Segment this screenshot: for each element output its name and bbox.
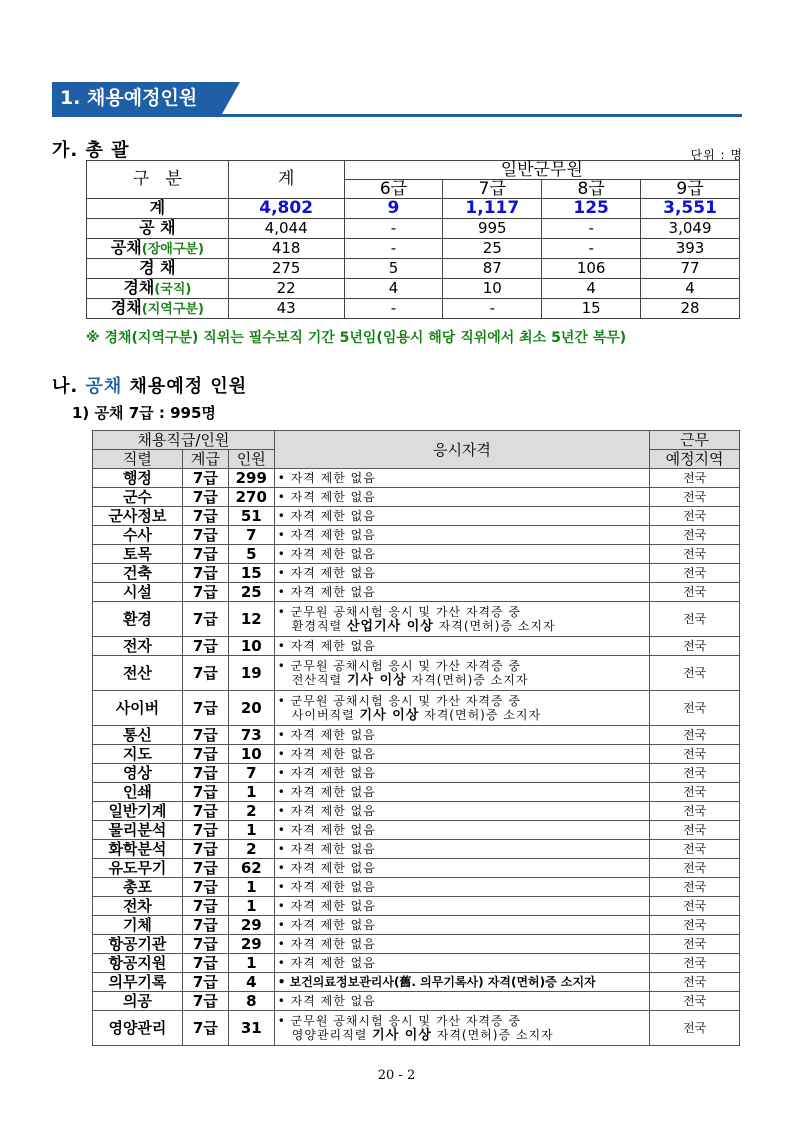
cell-count: 10 — [228, 637, 274, 656]
page-number: 20 - 2 — [377, 1068, 416, 1083]
cell-qual: • 자격 제한 없음 — [274, 745, 649, 764]
cell-region: 전국 — [650, 745, 740, 764]
summary-cell-total: 22 — [228, 279, 344, 299]
cell-region: 전국 — [650, 973, 740, 992]
summary-label-text: 경채 — [110, 298, 142, 317]
summary-cell-g7: 25 — [443, 239, 542, 259]
cell-count: 62 — [228, 859, 274, 878]
cell-region: 전국 — [650, 878, 740, 897]
cell-job: 행정 — [93, 469, 183, 488]
summary-cell-total: 4,802 — [228, 199, 344, 219]
qual-line-2-b: 기사 이상 — [346, 672, 407, 688]
cell-grade: 7급 — [182, 545, 228, 564]
summary-h-grade: 8급 — [542, 180, 641, 199]
cell-grade: 7급 — [182, 878, 228, 897]
table-row — [93, 691, 740, 726]
summary-cell-g8: - — [542, 219, 641, 239]
table-row — [93, 583, 740, 602]
cell-qual: • 자격 제한 없음 — [274, 488, 649, 507]
cell-region: 전국 — [650, 564, 740, 583]
table-row — [93, 954, 740, 973]
summary-row — [87, 239, 740, 259]
qual-line-1: • 군무원 공채시험 응시 및 가산 자격증 중 — [277, 1013, 522, 1028]
cell-qual: • 자격 제한 없음 — [274, 916, 649, 935]
cell-qual: • 자격 제한 없음 — [274, 726, 649, 745]
na-title-prefix: 나. — [52, 376, 86, 397]
h-group: 채용직급/인원 — [93, 431, 275, 450]
cell-grade: 7급 — [182, 859, 228, 878]
summary-cell-g9: 393 — [641, 239, 740, 259]
cell-job: 항공기관 — [93, 935, 183, 954]
cell-job: 시설 — [93, 583, 183, 602]
sub-title: 1) 공채 7급 : 995명 — [72, 404, 216, 422]
cell-grade: 7급 — [182, 992, 228, 1011]
cell-job: 영양관리 — [93, 1011, 183, 1046]
cell-job: 군사정보 — [93, 507, 183, 526]
qual-line-2 — [278, 619, 649, 634]
cell-region: 전국 — [650, 821, 740, 840]
cell-qual: • 자격 제한 없음 — [274, 897, 649, 916]
table-row — [93, 802, 740, 821]
cell-qual: • 자격 제한 없음 — [274, 840, 649, 859]
cell-region: 전국 — [650, 602, 740, 637]
summary-cell-total: 4,044 — [228, 219, 344, 239]
summary-row — [87, 199, 740, 219]
cell-qual: • 자격 제한 없음 — [274, 802, 649, 821]
summary-row — [87, 259, 740, 279]
table-row — [93, 916, 740, 935]
cell-qual: • 자격 제한 없음 — [274, 583, 649, 602]
section-underline — [52, 114, 742, 117]
cell-count: 10 — [228, 745, 274, 764]
cell-qual: • 자격 제한 없음 — [274, 783, 649, 802]
summary-cell-total: 418 — [228, 239, 344, 259]
cell-job: 의무기록 — [93, 973, 183, 992]
table-row — [93, 488, 740, 507]
summary-cell-g6: - — [344, 239, 443, 259]
summary-label-text: 공채 — [110, 238, 142, 257]
cell-count: 25 — [228, 583, 274, 602]
qual-line-2-c: 자격(면허)증 소지자 — [433, 618, 556, 633]
cell-region: 전국 — [650, 859, 740, 878]
summary-cell-g8: - — [542, 239, 641, 259]
summary-cell-g6: 9 — [344, 199, 443, 219]
cell-region: 전국 — [650, 954, 740, 973]
summary-label-text: 계 — [149, 198, 166, 217]
cell-region: 전국 — [650, 726, 740, 745]
cell-job: 토목 — [93, 545, 183, 564]
summary-row-label — [87, 259, 229, 279]
cell-grade: 7급 — [182, 656, 228, 691]
cell-count: 8 — [228, 992, 274, 1011]
summary-label-suffix: (국직) — [154, 282, 192, 297]
table-row — [93, 897, 740, 916]
cell-qual — [274, 656, 649, 691]
section-tab-arrow — [222, 82, 240, 114]
table-row — [93, 507, 740, 526]
h-job: 직렬 — [93, 450, 183, 469]
note: ※ 경채(지역구분) 직위는 필수보직 기간 5년임(임용시 해당 직위에서 최소 5년간 복무) — [86, 330, 627, 346]
cell-count: 7 — [228, 526, 274, 545]
cell-region: 전국 — [650, 526, 740, 545]
cell-qual: • 자격 제한 없음 — [274, 469, 649, 488]
cell-grade: 7급 — [182, 916, 228, 935]
cell-region: 전국 — [650, 992, 740, 1011]
summary-cell-g9: 4 — [641, 279, 740, 299]
summary-label-suffix: (장애구분) — [141, 242, 204, 257]
cell-qual: • 자격 제한 없음 — [274, 935, 649, 954]
cell-grade: 7급 — [182, 469, 228, 488]
summary-cell-g6: - — [344, 299, 443, 319]
cell-qual — [274, 602, 649, 637]
h-region-2: 예정지역 — [650, 450, 740, 469]
summary-cell-g6: 5 — [344, 259, 443, 279]
qual-line-2 — [278, 1028, 649, 1043]
cell-grade: 7급 — [182, 583, 228, 602]
cell-job: 전차 — [93, 897, 183, 916]
qual-line-1: • 군무원 공채시험 응시 및 가산 자격증 중 — [277, 658, 522, 673]
cell-region: 전국 — [650, 488, 740, 507]
table-row — [93, 783, 740, 802]
cell-qual: • 자격 제한 없음 — [274, 821, 649, 840]
recruit-table — [92, 430, 740, 1046]
summary-cell-g7: 1,117 — [443, 199, 542, 219]
summary-cell-g7: - — [443, 299, 542, 319]
summary-cell-g8: 4 — [542, 279, 641, 299]
cell-count: 73 — [228, 726, 274, 745]
table-row — [93, 1011, 740, 1046]
summary-table — [86, 160, 740, 319]
table-row — [93, 992, 740, 1011]
cell-qual: • 자격 제한 없음 — [274, 637, 649, 656]
cell-region: 전국 — [650, 507, 740, 526]
cell-count: 4 — [228, 973, 274, 992]
summary-row-label — [87, 279, 229, 299]
cell-job: 전자 — [93, 637, 183, 656]
summary-cell-g6: - — [344, 219, 443, 239]
summary-cell-g9: 77 — [641, 259, 740, 279]
ga-title: 가. 총 괄 — [52, 140, 130, 161]
cell-grade: 7급 — [182, 802, 228, 821]
table-row — [93, 745, 740, 764]
qual-line-1: • 군무원 공채시험 응시 및 가산 자격증 중 — [277, 693, 522, 708]
table-row — [93, 764, 740, 783]
summary-cell-g7: 995 — [443, 219, 542, 239]
cell-grade: 7급 — [182, 1011, 228, 1046]
cell-grade: 7급 — [182, 783, 228, 802]
cell-count: 31 — [228, 1011, 274, 1046]
table-row — [93, 564, 740, 583]
qual-line-2-c: 자격(면허)증 소지자 — [406, 672, 529, 687]
table-row — [93, 545, 740, 564]
qual-line-2-b: 기사 이상 — [359, 707, 420, 723]
cell-count: 2 — [228, 840, 274, 859]
cell-count: 1 — [228, 878, 274, 897]
cell-job: 화학분석 — [93, 840, 183, 859]
cell-grade: 7급 — [182, 821, 228, 840]
table-row — [93, 726, 740, 745]
summary-cell-total: 275 — [228, 259, 344, 279]
cell-grade: 7급 — [182, 526, 228, 545]
h-count: 인원 — [228, 450, 274, 469]
cell-count: 1 — [228, 821, 274, 840]
cell-qual — [274, 1011, 649, 1046]
cell-job: 영상 — [93, 764, 183, 783]
table-row — [93, 821, 740, 840]
cell-grade: 7급 — [182, 935, 228, 954]
summary-h-grade: 9급 — [641, 180, 740, 199]
qual-line-1: • 군무원 공채시험 응시 및 가산 자격증 중 — [277, 604, 522, 619]
cell-job: 지도 — [93, 745, 183, 764]
qual-line-2-c: 자격(면허)증 소지자 — [431, 1027, 554, 1042]
cell-count: 5 — [228, 545, 274, 564]
cell-region: 전국 — [650, 897, 740, 916]
table-row — [93, 859, 740, 878]
cell-qual: • 자격 제한 없음 — [274, 507, 649, 526]
section-title: 1. 채용예정인원 — [52, 82, 222, 114]
summary-label-text: 공 채 — [139, 218, 176, 237]
cell-job: 항공지원 — [93, 954, 183, 973]
na-title — [52, 372, 247, 398]
cell-job: 총포 — [93, 878, 183, 897]
cell-region: 전국 — [650, 802, 740, 821]
cell-job: 환경 — [93, 602, 183, 637]
qual-line-2-a: 환경직렬 — [291, 618, 347, 633]
cell-job: 통신 — [93, 726, 183, 745]
summary-row-label — [87, 199, 229, 219]
cell-qual: • 자격 제한 없음 — [274, 564, 649, 583]
summary-cell-g9: 3,551 — [641, 199, 740, 219]
summary-row-label — [87, 239, 229, 259]
cell-job: 유도무기 — [93, 859, 183, 878]
cell-grade: 7급 — [182, 507, 228, 526]
cell-grade: 7급 — [182, 745, 228, 764]
table-row — [93, 637, 740, 656]
cell-grade: 7급 — [182, 973, 228, 992]
qual-line-2-b: 기사 이상 — [372, 1027, 432, 1043]
cell-qual: • 보건의료정보관리사(舊. 의무기록사) 자격(면허)증 소지자 — [274, 973, 649, 992]
cell-count: 1 — [228, 954, 274, 973]
table-row — [93, 878, 740, 897]
h-qual: 응시자격 — [274, 431, 649, 469]
summary-label-text: 경채 — [123, 278, 155, 297]
cell-grade: 7급 — [182, 637, 228, 656]
cell-region: 전국 — [650, 583, 740, 602]
table-row — [93, 935, 740, 954]
summary-cell-g8: 15 — [542, 299, 641, 319]
table-row — [93, 469, 740, 488]
summary-h-gubun: 구 분 — [87, 161, 229, 199]
qual-line-2-c: 자격(면허)증 소지자 — [419, 707, 542, 722]
cell-grade: 7급 — [182, 897, 228, 916]
cell-job: 사이버 — [93, 691, 183, 726]
cell-count: 299 — [228, 469, 274, 488]
qual-line-2-b: 산업기사 이상 — [346, 618, 434, 634]
section-header — [52, 82, 742, 118]
qual-line-2-a: 사이버직렬 — [291, 707, 360, 722]
cell-region: 전국 — [650, 783, 740, 802]
cell-job: 건축 — [93, 564, 183, 583]
h-region-1: 근무 — [650, 431, 740, 450]
summary-row-label — [87, 219, 229, 239]
summary-row — [87, 279, 740, 299]
cell-grade: 7급 — [182, 602, 228, 637]
summary-row — [87, 299, 740, 319]
summary-h-grade: 7급 — [443, 180, 542, 199]
summary-cell-total: 43 — [228, 299, 344, 319]
cell-grade: 7급 — [182, 488, 228, 507]
cell-region: 전국 — [650, 469, 740, 488]
cell-qual: • 자격 제한 없음 — [274, 859, 649, 878]
summary-label-text: 경 채 — [139, 258, 176, 277]
summary-cell-g9: 3,049 — [641, 219, 740, 239]
table-row — [93, 840, 740, 859]
summary-h-general: 일반군무원 — [344, 161, 739, 180]
cell-count: 7 — [228, 764, 274, 783]
cell-job: 기체 — [93, 916, 183, 935]
cell-count: 51 — [228, 507, 274, 526]
qual-line-2-a: 전산직렬 — [291, 672, 347, 687]
table-row — [93, 973, 740, 992]
na-title-rest: 채용예정 인원 — [122, 376, 248, 397]
cell-count: 2 — [228, 802, 274, 821]
cell-grade: 7급 — [182, 764, 228, 783]
cell-grade: 7급 — [182, 726, 228, 745]
cell-qual: • 자격 제한 없음 — [274, 526, 649, 545]
table-row — [93, 602, 740, 637]
cell-region: 전국 — [650, 545, 740, 564]
cell-count: 29 — [228, 916, 274, 935]
summary-cell-g8: 106 — [542, 259, 641, 279]
qual-line-2 — [278, 673, 649, 688]
cell-job: 의공 — [93, 992, 183, 1011]
summary-row — [87, 219, 740, 239]
cell-qual: • 자격 제한 없음 — [274, 992, 649, 1011]
cell-region: 전국 — [650, 637, 740, 656]
cell-job: 물리분석 — [93, 821, 183, 840]
summary-label-suffix: (지역구분) — [141, 302, 204, 317]
cell-job: 인쇄 — [93, 783, 183, 802]
unit-label: 단위 : 명 — [690, 148, 743, 162]
cell-count: 20 — [228, 691, 274, 726]
summary-row-label — [87, 299, 229, 319]
cell-region: 전국 — [650, 691, 740, 726]
cell-qual — [274, 691, 649, 726]
summary-cell-g9: 28 — [641, 299, 740, 319]
cell-region: 전국 — [650, 935, 740, 954]
cell-region: 전국 — [650, 656, 740, 691]
cell-qual: • 자격 제한 없음 — [274, 764, 649, 783]
summary-cell-g7: 10 — [443, 279, 542, 299]
cell-count: 1 — [228, 897, 274, 916]
cell-region: 전국 — [650, 840, 740, 859]
cell-qual: • 자격 제한 없음 — [274, 954, 649, 973]
cell-region: 전국 — [650, 1011, 740, 1046]
summary-h-grade: 6급 — [344, 180, 443, 199]
cell-job: 일반기계 — [93, 802, 183, 821]
qual-line-2 — [278, 708, 649, 723]
cell-count: 12 — [228, 602, 274, 637]
cell-qual: • 자격 제한 없음 — [274, 878, 649, 897]
h-grade: 계급 — [182, 450, 228, 469]
cell-region: 전국 — [650, 764, 740, 783]
cell-grade: 7급 — [182, 954, 228, 973]
cell-qual: • 자격 제한 없음 — [274, 545, 649, 564]
cell-count: 19 — [228, 656, 274, 691]
cell-count: 29 — [228, 935, 274, 954]
table-row — [93, 656, 740, 691]
cell-count: 15 — [228, 564, 274, 583]
cell-region: 전국 — [650, 916, 740, 935]
cell-grade: 7급 — [182, 840, 228, 859]
cell-job: 군수 — [93, 488, 183, 507]
cell-count: 1 — [228, 783, 274, 802]
na-title-blue: 공채 — [85, 376, 123, 397]
table-row — [93, 526, 740, 545]
qual-line-2-a: 영양관리직렬 — [291, 1027, 373, 1042]
cell-job: 전산 — [93, 656, 183, 691]
summary-cell-g8: 125 — [542, 199, 641, 219]
cell-grade: 7급 — [182, 691, 228, 726]
cell-grade: 7급 — [182, 564, 228, 583]
cell-count: 270 — [228, 488, 274, 507]
cell-job: 수사 — [93, 526, 183, 545]
summary-h-total: 계 — [228, 161, 344, 199]
summary-cell-g7: 87 — [443, 259, 542, 279]
summary-cell-g6: 4 — [344, 279, 443, 299]
